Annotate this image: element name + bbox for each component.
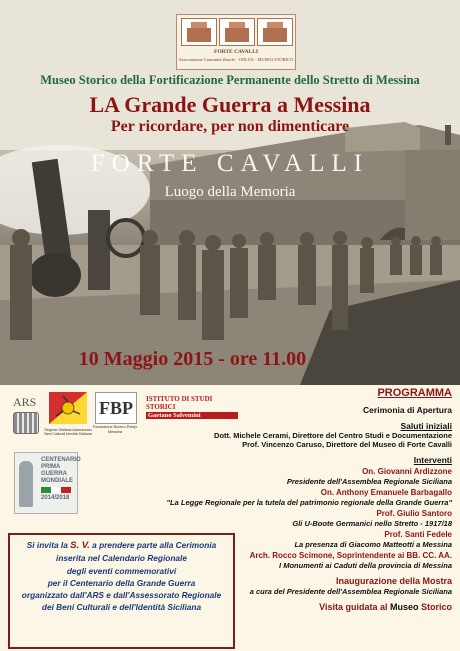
speaker-santoro-topic: Gli U-Boote Germanici nello Stretto - 1917/18: [292, 519, 452, 528]
invito-line-1: Si invita la S. V. a prendere parte alla Cerimonia: [26, 540, 217, 551]
speaker-santoro-name: Prof. Giulio Santoro: [376, 509, 452, 518]
museum-name: Museo Storico della Fortificazione Permanente dello Stretto di Messina: [40, 73, 420, 87]
fbp-caption: Fondazione Bonino-Pulejo Messina: [92, 425, 138, 434]
centenario-years: 2014/2018: [41, 495, 70, 501]
ars-label: ARS: [13, 395, 37, 409]
program: [130, 386, 452, 612]
trinacria-icon: [49, 392, 87, 424]
fort-image-icon: [257, 18, 293, 46]
centenario-text: CENTENARIO PRIMA GUERRA MONDIALE: [41, 457, 81, 484]
fort-image-icon: [219, 18, 255, 46]
istituto-name: ISTITUTO DI STUDI STORICI: [146, 395, 213, 411]
program-saluti: Saluti iniziali: [400, 421, 452, 431]
speaker-scimone-name: Arch. Rocco Scimone, Soprintendente ai BB. CC. AA.: [249, 551, 452, 560]
luogo-subheading: Luogo della Memoria: [164, 184, 296, 200]
italian-flag-icon: [41, 487, 71, 493]
speaker-fedele-name: Prof. Santi Fedele: [384, 530, 452, 539]
program-ceremony: Cerimonia di Apertura: [363, 405, 452, 415]
forte-heading: FORTE CAVALLI: [90, 150, 370, 177]
fort-image-icon: [181, 18, 217, 46]
centenario-logo: [14, 452, 81, 514]
speaker-barbagallo-name: On. Anthony Emanuele Barbagallo: [320, 488, 452, 497]
museum-logo: [176, 14, 296, 70]
speaker-scimone-topic: I Monumenti ai Caduti della provincia di Messina: [279, 561, 452, 570]
event-title: LA Grande Guerra a Messina: [89, 92, 371, 117]
ars-logo: [13, 395, 41, 434]
invito-line-3: degli eventi commemorativi: [66, 565, 177, 576]
invito-line-4: per il Centenario della Grande Guerra: [47, 577, 196, 588]
speaker-barbagallo-topic: "La Legge Regionale per la tutela del patrimonio regionale della Grande Guerra": [166, 498, 452, 507]
sv-abbrev: S. V.: [70, 540, 90, 551]
sicilia-caption: Regione Siciliana Assessorato Beni Culturali Identità Siciliana: [44, 428, 92, 436]
invito-line-2: inserita nel Calendario Regionale: [56, 553, 187, 564]
logo-title: FORTE CAVALLI: [213, 49, 259, 55]
speaker-caruso: Prof. Vincenzo Caruso, Direttore del Museo di Forte Cavalli: [242, 440, 452, 449]
program-visita: Visita guidata al Museo Storico: [319, 602, 452, 612]
speaker-fedele-topic: La presenza di Giacomo Matteotti a Messina: [294, 540, 452, 549]
program-mostra: Inaugurazione della Mostra: [335, 576, 452, 586]
event-subtitle: Per ricordare, per non dimenticare: [110, 118, 350, 135]
fbp-logo: FBP: [95, 392, 137, 424]
soldier-icon: [19, 461, 33, 507]
logo-subtitle: Associazione Comunità Zancle · ONLUS · MUSEO STORICO: [178, 57, 294, 62]
program-mostra-sub: a cura del Presidente dell'Assemblea Regionale Siciliana: [249, 587, 452, 596]
invito-line-6: dei Beni Culturali e dell'Identità Siciliana: [41, 602, 202, 613]
program-interventi: Interventi: [413, 455, 452, 465]
speaker-cerami: Dott. Michele Cerami, Direttore del Centro Studi e Documentazione: [214, 431, 452, 440]
speaker-ardizzone-name: On. Giovanni Ardizzone: [362, 467, 452, 476]
event-date: 10 Maggio 2015 - ore 11.00: [78, 348, 307, 370]
invito-line-5: organizzato dall'ARS e dall'Assessorato Regionale: [21, 590, 222, 601]
ars-emblem-icon: [13, 412, 39, 434]
istituto-subname: Gaetano Salvemini: [146, 412, 238, 419]
program-heading: PROGRAMMA: [377, 387, 452, 399]
speaker-ardizzone-role: Presidente dell'Assemblea Regionale Siciliana: [286, 477, 452, 486]
